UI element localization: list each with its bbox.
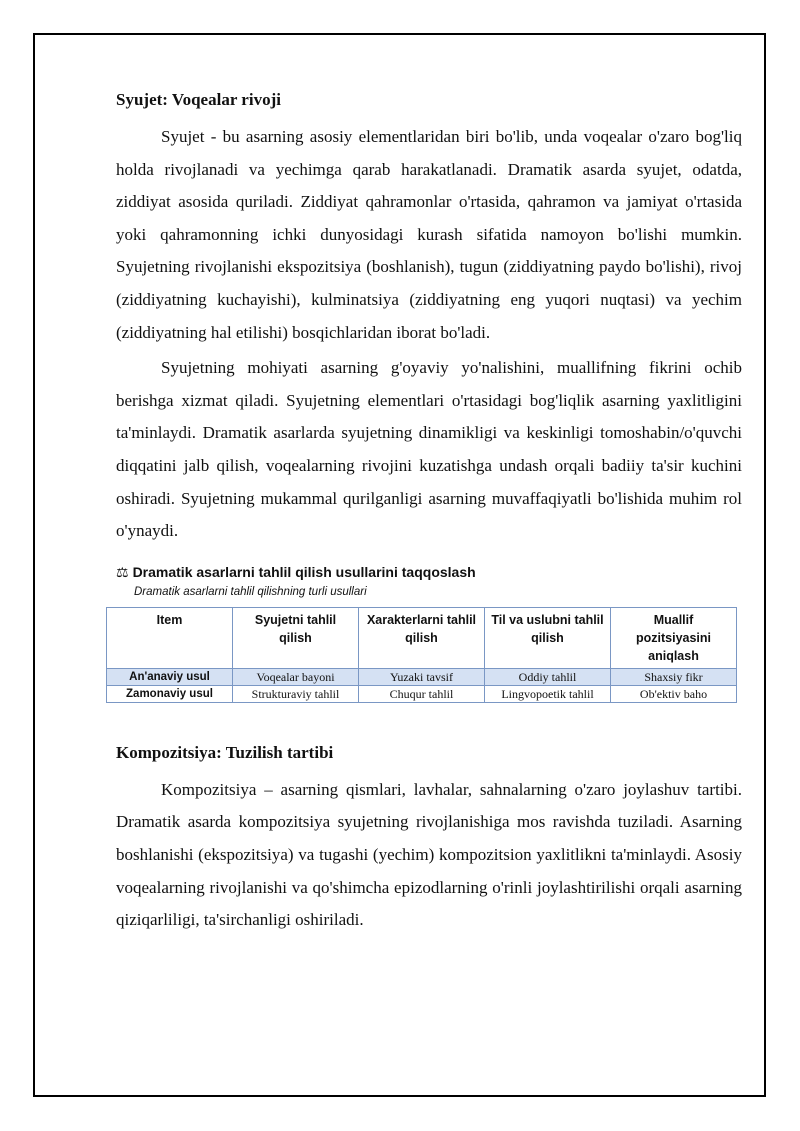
scales-icon: ⚖: [116, 563, 129, 580]
table-row: [107, 685, 737, 702]
comparison-subtitle: Dramatik asarlarni tahlil qilishning turli usullari: [134, 585, 367, 598]
table-cell: Shaxsiy fikr: [611, 668, 737, 685]
table-cell: Yuzaki tavsif: [359, 668, 485, 685]
table-cell: Lingvopoetik tahlil: [485, 685, 611, 702]
column-header: Til va uslubni tahlil qilish: [485, 607, 611, 668]
document-body: [116, 82, 742, 940]
table-cell: Voqealar bayoni: [233, 668, 359, 685]
row-header: Zamonaviy usul: [107, 685, 233, 702]
table-cell: Ob'ektiv baho: [611, 685, 737, 702]
row-header: An'anaviy usul: [107, 668, 233, 685]
table-cell: Strukturaviy tahlil: [233, 685, 359, 702]
column-header: Xarakterlarni tahlil qilish: [359, 607, 485, 668]
table-cell: Chuqur tahlil: [359, 685, 485, 702]
spacer: [116, 703, 742, 735]
comparison-table: [106, 607, 737, 703]
paragraph: Kompozitsiya – asarning qismlari, lavhalar, sahnalarning o'zaro joylashuv tartibi. Dramatik asarda kompozitsiya syujetning rivojlanishiga mos ravishda tuziladi. Asarning boshlanishi (ekspozitsiya) va tugashi (yechim) kompozitsion yaxlitlikni ta'minlaydi. Asosiy voqealarning rivojlanishi va qo'shimcha epizodlarning o'rinli joylashtirilishi orqali asarning qiziqarliligi, ta'sirchanligi oshiriladi.: [116, 779, 742, 930]
paragraph: Syujetning mohiyati asarning g'oyaviy yo'nalishini, muallifning fikrini ochib berishga xizmat qiladi. Syujetning elementlari o'rtasidagi bog'liqlik asarning yaxlitligini ta'minlaydi. Dramatik asarlarda syujetning dinamikligi va keskinligi tomoshabin/o'quvchi diqqatini jalb qilish, voqealarning rivojini kuzatishga undash orqali badiiy ta'sir kuchini oshiradi. Syujetning mukammal qurilganligi asarning muvaffaqiyatli bo'lishida muhim rol o'ynaydi.: [116, 358, 742, 541]
table-header-row: [107, 607, 737, 668]
section-heading-kompozitsiya: Kompozitsiya: Tuzilish tartibi: [116, 742, 334, 762]
paragraph: Syujet - bu asarning asosiy elementlaridan biri bo'lib, unda voqealar o'zaro bog'liq holda rivojlanadi va yechimga qarab harakatlanadi. Dramatik asarda syujet, odatda, ziddiyat asosida quriladi. Ziddiyat qahramonlar o'rtasida, qahramon va jamiyat o'rtasida yoki qahramonning ichki dunyosidagi kurash sifatida namoyon bo'lishi mumkin. Syujetning rivojlanishi ekspozitsiya (boshlanish), tugun (ziddiyatning paydo bo'lishi), rivoj (ziddiyatning kuchayishi), kulminatsiya (ziddiyatning eng yuqori nuqtasi) va yechim (ziddiyatning hal etilishi) bosqichlaridan iborat bo'ladi.: [116, 127, 742, 342]
column-header: Muallif pozitsiyasini aniqlash: [611, 607, 737, 668]
section-heading-syujet: Syujet: Voqealar rivoji: [116, 90, 281, 109]
column-header: Syujetni tahlil qilish: [233, 607, 359, 668]
column-header: Item: [107, 607, 233, 668]
table-cell: Oddiy tahlil: [485, 668, 611, 685]
comparison-title-text: Dramatik asarlarni tahlil qilish usullarini taqqoslash: [132, 563, 476, 580]
table-row: [107, 668, 737, 685]
comparison-title: [116, 562, 742, 582]
comparison-block: [116, 562, 742, 703]
